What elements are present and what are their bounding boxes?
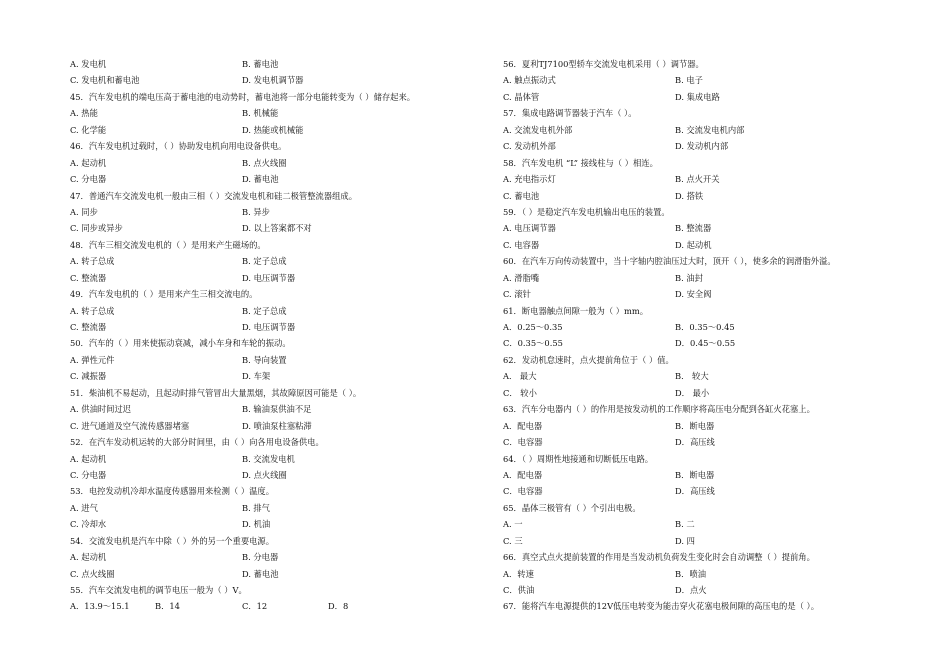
question-line [503, 105, 903, 121]
options-line [503, 286, 903, 302]
option-a: C. 蓄电池 [503, 190, 540, 201]
option-a: A. 弹性元件 [70, 354, 115, 365]
options-line [70, 368, 470, 384]
option-a: C. 点火线圈 [70, 568, 115, 579]
option-a: A. 供油时间过迟 [70, 404, 132, 415]
options-line [503, 368, 903, 384]
option-a: A. 交流发电机外部 [503, 124, 573, 135]
question-line [503, 598, 903, 614]
options-line [70, 105, 470, 121]
question-line [70, 533, 470, 549]
option-a: A．配电器 [503, 420, 543, 431]
option-b: D. 发电机调节器 [242, 75, 304, 86]
option-b: D. 热能或机械能 [242, 124, 304, 135]
question-text: 50．汽车的（ ）用来使振动衰减，减小车身和车轮的振动。 [70, 338, 291, 349]
option-b: B. 定子总成 [242, 256, 287, 267]
option-a: C. 分电器 [70, 174, 107, 185]
options-line [70, 253, 470, 269]
option-a: C. 晶体管 [503, 91, 540, 102]
option-b: D．0.45～0.55 [675, 338, 736, 349]
question-line [503, 155, 903, 171]
question-line [503, 303, 903, 319]
option-b: B. 油封 [675, 272, 703, 283]
question-text: 55．汽车交流发电机的调节电压一般为（ ）V。 [70, 585, 247, 595]
option-a: C. 减振器 [70, 371, 107, 382]
options-line [70, 516, 470, 532]
options-line [70, 270, 470, 286]
options-line [503, 319, 903, 335]
option-b: B．断电器 [675, 469, 715, 480]
option-b: D. 车架 [242, 371, 271, 382]
option-a: C．电容器 [503, 437, 543, 448]
question-text: 63．汽车分电器内（ ）的作用是按发动机的工作顺序将高压电分配到各缸火花塞上。 [503, 404, 815, 415]
option-b: B. 导向装置 [242, 354, 287, 365]
option-b: B．0.35～0.45 [675, 322, 735, 332]
option-b: D. 发动机内部 [675, 141, 729, 152]
option-b: B. 蓄电池 [242, 59, 279, 69]
option-a: C．电容器 [503, 486, 543, 497]
option-b: D．高压线 [675, 486, 715, 497]
options-line [503, 582, 903, 598]
options-line [503, 220, 903, 236]
question-text: 54．交流发电机是汽车中除（ ）外的另一个重要电源。 [70, 535, 275, 546]
options-line [503, 483, 903, 499]
options-line [503, 138, 903, 154]
option-a: C. 同步或异步 [70, 223, 123, 234]
options-line [503, 566, 903, 582]
question-text: 62．发动机怠速时，点火提前角位于（ ）值。 [503, 354, 674, 365]
options-line [503, 237, 903, 253]
option-a: A. 转子总成 [70, 305, 115, 316]
options-line [70, 549, 470, 565]
option-a: A. 进气 [70, 502, 98, 513]
options-line [503, 516, 903, 532]
options-line [503, 188, 903, 204]
question-line [70, 188, 470, 204]
left-column [70, 56, 470, 615]
option-c: C．12 [242, 601, 268, 612]
options-line [70, 155, 470, 171]
option-a: C. 进气通道及空气流传感器堵塞 [70, 420, 190, 431]
option-b: B． 较大 [675, 371, 709, 382]
options-line [70, 451, 470, 467]
option-a: A．0.25～0.35 [503, 322, 563, 332]
options-line [70, 303, 470, 319]
option-b: D. 电压调节器 [242, 272, 296, 283]
option-a: A. 热能 [70, 108, 98, 119]
question-text: 46．汽车发电机过载时，（ ）协助发电机向用电设备供电。 [70, 141, 287, 152]
options-line [70, 467, 470, 483]
option-d: D．8 [328, 601, 349, 612]
question-text: 56．夏利TJ7100型轿车交流发电机采用（ ）调节器。 [503, 59, 704, 69]
option-b: B．喷油 [675, 568, 706, 579]
option-a: A． 最大 [503, 371, 537, 382]
options-line [503, 434, 903, 450]
right-column [503, 56, 903, 615]
option-b: B. 定子总成 [242, 305, 287, 316]
question-line [503, 56, 903, 72]
question-line [70, 483, 470, 499]
options-line [70, 171, 470, 187]
option-b: D. 蓄电池 [242, 174, 279, 185]
option-b: B. 二 [675, 519, 695, 530]
question-line [70, 385, 470, 401]
option-b: D. 起动机 [675, 239, 712, 250]
question-text: 45．汽车发电机的端电压高于蓄电池的电动势时，蓄电池将一部分电能转变为（ ）储存起来。 [70, 91, 416, 102]
question-text: 51．柴油机不易起动，且起动时排气管冒出大量黑烟，其故障原因可能是（ ）。 [70, 387, 362, 398]
option-b: D. 四 [675, 535, 695, 546]
option-b: D. 机油 [242, 519, 271, 530]
question-line [503, 549, 903, 565]
question-line [503, 253, 903, 269]
options-line [503, 418, 903, 434]
option-b: D. 以上答案都不对 [242, 223, 312, 234]
options-line [70, 598, 470, 614]
option-a: A. 滑脂嘴 [503, 272, 540, 283]
option-b: B. 异步 [242, 206, 270, 217]
option-a: C. 冷却水 [70, 519, 107, 530]
question-line [503, 204, 903, 220]
options-line [70, 72, 470, 88]
question-line [503, 352, 903, 368]
options-line [70, 566, 470, 582]
option-b: B．断电器 [675, 420, 715, 431]
option-b: D．高压线 [675, 437, 715, 448]
options-line [503, 72, 903, 88]
options-line [70, 319, 470, 335]
option-a: C. 发电机和蓄电池 [70, 75, 140, 86]
option-a: A．配电器 [503, 469, 543, 480]
question-text: 58．汽车发电机 “L” 接线柱与（ ）相连。 [503, 157, 658, 168]
option-a: A. 发电机 [70, 59, 107, 69]
option-b: B. 输油泵供油不足 [242, 404, 312, 415]
option-a: C. 滚针 [503, 289, 531, 300]
option-a: C. 分电器 [70, 469, 107, 480]
option-a: A. 起动机 [70, 453, 107, 464]
option-a: C. 化学能 [70, 124, 107, 135]
option-b: D. 搭铁 [675, 190, 704, 201]
options-line [70, 56, 470, 72]
option-a: C．0.35～0.55 [503, 338, 563, 349]
option-b: B. 机械能 [242, 108, 279, 119]
option-a: A. 充电指示灯 [503, 174, 556, 185]
options-line [503, 467, 903, 483]
options-line [70, 220, 470, 236]
option-b: D．点火 [675, 585, 707, 595]
options-line [70, 352, 470, 368]
question-text: 53．电控发动机冷却水温度传感器用来检测（ ）温度。 [70, 486, 275, 497]
question-text: 61．断电器触点间隙一般为（ ）mm。 [503, 305, 649, 316]
option-b: D. 点火线圈 [242, 469, 287, 480]
question-text: 49．汽车发电机的（ ）是用来产生三相交流电的。 [70, 289, 258, 300]
option-a: A. 起动机 [70, 157, 107, 168]
option-b: D. 安全阀 [675, 289, 712, 300]
question-line [503, 451, 903, 467]
option-b: D． 最小 [675, 387, 710, 398]
option-b: D. 电压调节器 [242, 322, 296, 332]
options-line [503, 89, 903, 105]
option-b: B. 点火开关 [675, 174, 720, 185]
option-a: C. 整流器 [70, 322, 107, 332]
option-a: C. 发动机外部 [503, 141, 556, 152]
question-text: 59．（ ）是稳定汽车发电机输出电压的装置。 [503, 206, 670, 217]
question-text: 52．在汽车发动机运转的大部分时间里，由（ ）向各用电设备供电。 [70, 437, 324, 448]
option-b: B. 交流发电机内部 [675, 124, 745, 135]
question-line [70, 582, 470, 598]
options-line [503, 171, 903, 187]
question-line [70, 335, 470, 351]
options-line [70, 401, 470, 417]
option-a: C．供油 [503, 585, 535, 595]
question-text: 67．能将汽车电源提供的12V低压电转变为能击穿火花塞电极间隙的高压电的是（ ）。 [503, 601, 819, 612]
question-text: 65．晶体三极管有（ ）个引出电极。 [503, 502, 641, 513]
question-line [70, 89, 470, 105]
option-a: A. 一 [503, 519, 523, 530]
option-b: B. 分电器 [242, 552, 279, 563]
question-text: 64．（ ）周期性地接通和切断低压电路。 [503, 453, 654, 464]
question-text: 60．在汽车万向传动装置中，当十字轴内腔油压过大时，顶开（ ），使多余的润滑脂外溢。 [503, 256, 836, 267]
question-line [503, 401, 903, 417]
option-b: B. 整流器 [675, 223, 712, 234]
question-line [503, 500, 903, 516]
option-a: A．13.9～15.1 [70, 601, 130, 612]
question-text: 66．真空式点火提前装置的作用是当发动机负荷发生变化时会自动调整（ ）提前角。 [503, 552, 815, 563]
option-a: C. 整流器 [70, 272, 107, 283]
question-line [70, 434, 470, 450]
question-line [70, 286, 470, 302]
question-text: 57．集成电路调节器装于汽车（ ）。 [503, 108, 637, 119]
option-b: D. 集成电路 [675, 91, 720, 102]
option-a: A．转速 [503, 568, 534, 579]
options-line [70, 500, 470, 516]
options-line [503, 533, 903, 549]
option-a: C． 较小 [503, 387, 537, 398]
option-a: A. 触点振动式 [503, 75, 556, 86]
options-line [70, 418, 470, 434]
options-line [70, 122, 470, 138]
option-b: B. 点火线圈 [242, 157, 287, 168]
question-text: 47．普通汽车交流发电机一般由三相（ ）交流发电机和硅二极管整流器组成。 [70, 190, 357, 201]
options-line [503, 335, 903, 351]
option-b: B．14 [155, 601, 180, 612]
options-line [503, 122, 903, 138]
options-line [70, 204, 470, 220]
question-text: 48．汽车三相交流发电机的（ ）是用来产生磁场的。 [70, 239, 266, 250]
option-a: A. 起动机 [70, 552, 107, 563]
option-a: C. 三 [503, 535, 523, 546]
option-b: D. 喷油泵柱塞粘滞 [242, 420, 312, 431]
option-a: A. 转子总成 [70, 256, 115, 267]
option-a: C. 电容器 [503, 239, 540, 250]
option-a: A. 同步 [70, 206, 98, 217]
options-line [503, 385, 903, 401]
option-b: B. 排气 [242, 502, 270, 513]
option-b: B. 电子 [675, 75, 703, 86]
option-a: A. 电压调节器 [503, 223, 556, 234]
option-b: B. 交流发电机 [242, 453, 295, 464]
options-line [503, 270, 903, 286]
question-line [70, 138, 470, 154]
option-b: D. 蓄电池 [242, 568, 279, 579]
question-line [70, 237, 470, 253]
